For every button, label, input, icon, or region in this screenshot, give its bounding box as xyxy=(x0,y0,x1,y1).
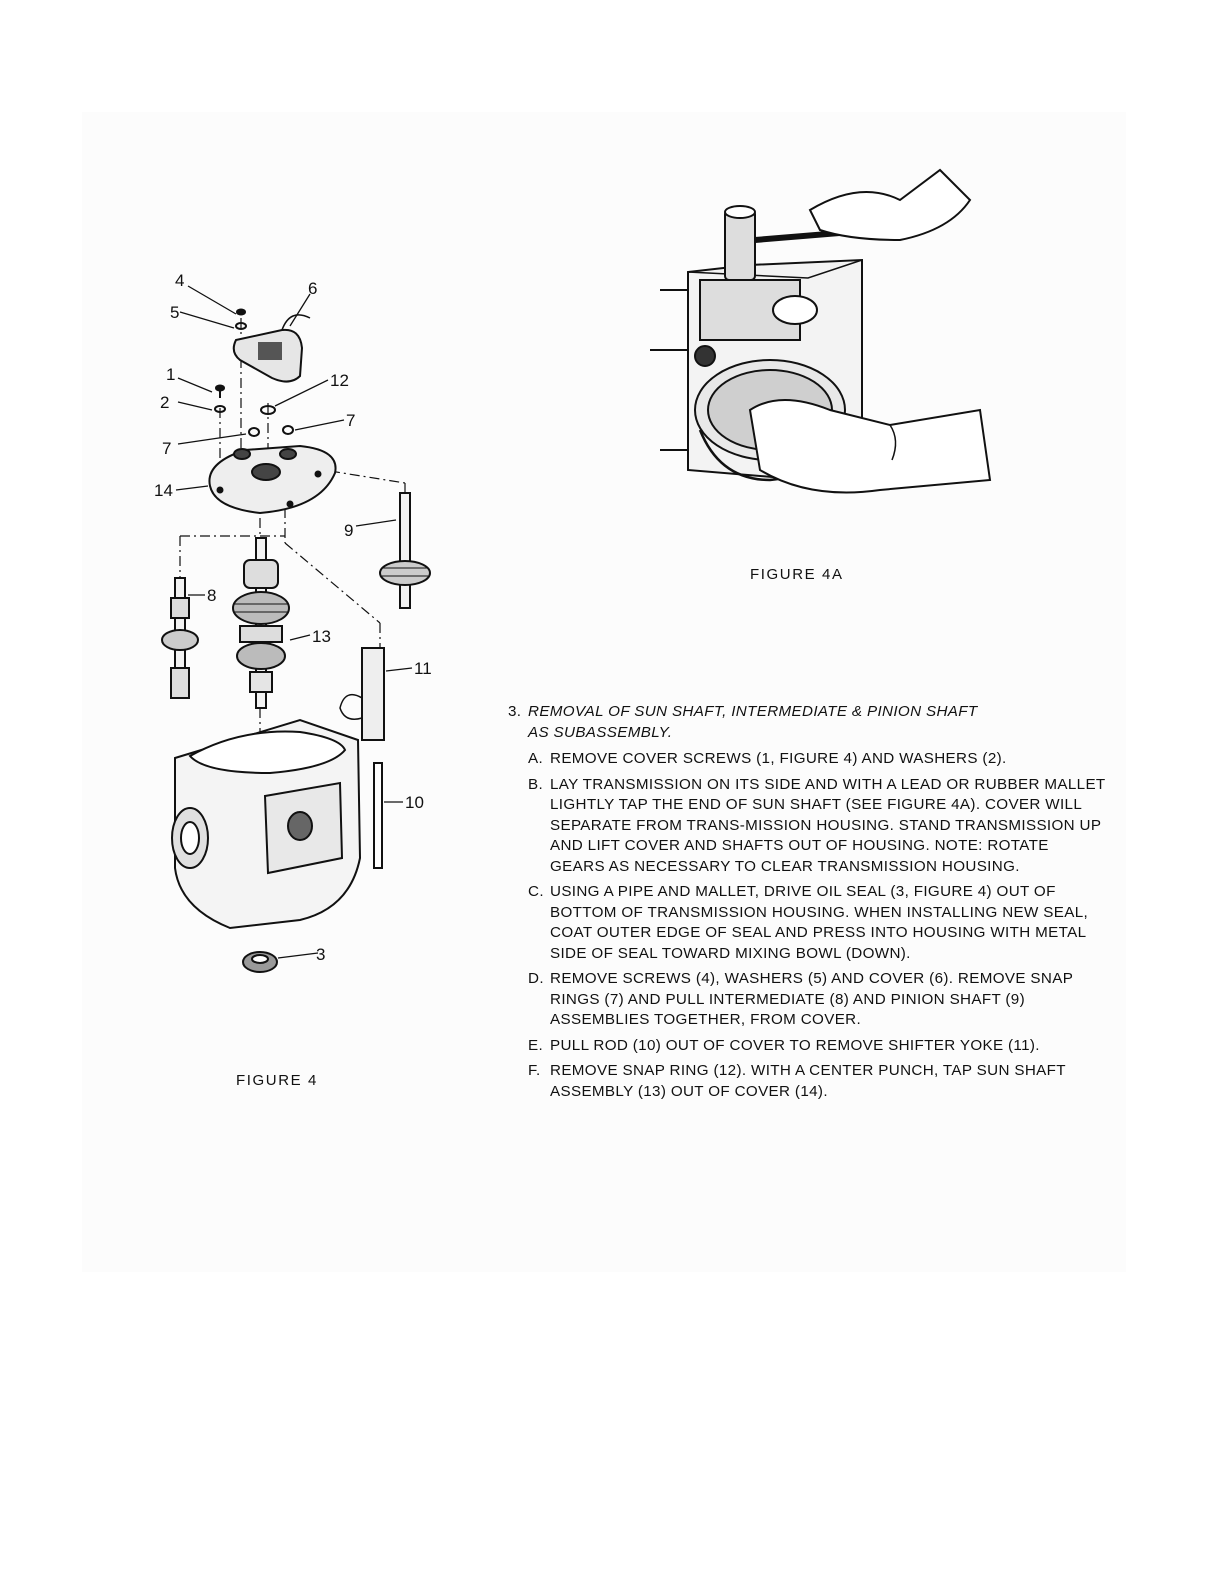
callout-11: 11 xyxy=(414,659,432,678)
callout-12: 12 xyxy=(330,371,349,390)
callout-8: 8 xyxy=(207,586,217,605)
callout-6: 6 xyxy=(308,279,318,298)
callout-2: 2 xyxy=(160,393,170,412)
part-shifter-yoke-11 xyxy=(340,648,384,740)
step-letter: F. xyxy=(528,1062,541,1079)
callout-3: 3 xyxy=(316,945,326,964)
callout-7-left: 7 xyxy=(162,439,172,458)
step-f xyxy=(528,1061,1108,1102)
part-intermediate-shaft-8 xyxy=(162,578,198,698)
callout-1: 1 xyxy=(166,365,176,384)
step-text: LAY TRANSMISSION ON ITS SIDE AND WITH A LEAD OR RUBBER MALLET LIGHTLY TAP THE END OF SUN SHAFT (SEE FIGURE 4A). COVER WILL SEPARATE FROM TRANS-MISSION HOUSING. STAND TRANSMISSION UP AND LIFT COVER AND SHAFTS OUT OF HOUSING. NOTE: ROTATE GEARS AS NECESSARY TO CLEAR TRANSMISSION HOUSING. xyxy=(550,775,1106,875)
supporting-hands xyxy=(750,400,990,493)
callout-14: 14 xyxy=(154,481,173,500)
step-letter: D. xyxy=(528,970,544,987)
step-letter: E. xyxy=(528,1036,544,1054)
procedure-number: 3. xyxy=(508,703,522,720)
figure-4-exploded-view xyxy=(150,268,450,978)
part-sun-shaft-13 xyxy=(233,538,289,708)
figure-4a-caption: FIGURE 4A xyxy=(750,566,844,583)
callout-4: 4 xyxy=(175,271,185,290)
step-e xyxy=(528,1036,1108,1057)
figure-4-caption: FIGURE 4 xyxy=(236,1072,318,1089)
part-rod-10 xyxy=(374,763,382,868)
step-text: REMOVE SNAP RING (12). WITH A CENTER PUNCH, TAP SUN SHAFT ASSEMBLY (13) OUT OF COVER (14). xyxy=(550,1062,1066,1100)
step-c xyxy=(528,882,1108,964)
part-transmission-housing xyxy=(172,720,360,928)
step-letter: B. xyxy=(528,775,544,793)
part-snap-rings xyxy=(249,406,293,436)
procedure-heading xyxy=(508,702,1108,743)
callout-7-right: 7 xyxy=(346,411,356,430)
step-d xyxy=(528,969,1108,1031)
part-oil-seal-3 xyxy=(243,952,277,972)
procedure-steps xyxy=(528,749,1108,1102)
procedure-section xyxy=(508,702,1108,1107)
callout-13: 13 xyxy=(312,627,331,646)
part-cover-6 xyxy=(234,310,310,382)
step-letter: C. xyxy=(528,883,544,900)
figure-4a-illustration xyxy=(630,140,1000,500)
step-a xyxy=(528,749,1108,770)
step-text: REMOVE SCREWS (4), WASHERS (5) AND COVER (6). REMOVE SNAP RINGS (7) AND PULL INTERMEDIATE (8) AND PINION SHAFT (9) ASSEMBLIES TOGETHER, FROM COVER. xyxy=(550,970,1073,1028)
step-b xyxy=(528,775,1108,878)
procedure-title-line2: AS SUBASSEMBLY. xyxy=(528,723,673,741)
step-text: PULL ROD (10) OUT OF COVER TO REMOVE SHIFTER YOKE (11). xyxy=(550,1036,1040,1054)
part-cover-plate-14 xyxy=(209,446,335,513)
procedure-title-line1: REMOVAL OF SUN SHAFT, INTERMEDIATE & PINION SHAFT xyxy=(528,703,978,720)
part-pinion-shaft-9 xyxy=(380,493,430,608)
step-text: REMOVE COVER SCREWS (1, FIGURE 4) AND WASHERS (2). xyxy=(550,750,1007,767)
step-letter: A. xyxy=(528,750,544,767)
callout-5: 5 xyxy=(170,303,180,322)
callout-10: 10 xyxy=(405,793,424,812)
callout-9: 9 xyxy=(344,521,354,540)
step-text: USING A PIPE AND MALLET, DRIVE OIL SEAL (3, FIGURE 4) OUT OF BOTTOM OF TRANSMISSION HOUSING. WHEN INSTALLING NEW SEAL, COAT OUTER EDGE OF SEAL AND PRESS INTO HOUSING WITH METAL SIDE OF SEAL TOWARD MIXING BOWL (DOWN). xyxy=(550,883,1089,962)
procedure-title xyxy=(528,702,978,743)
